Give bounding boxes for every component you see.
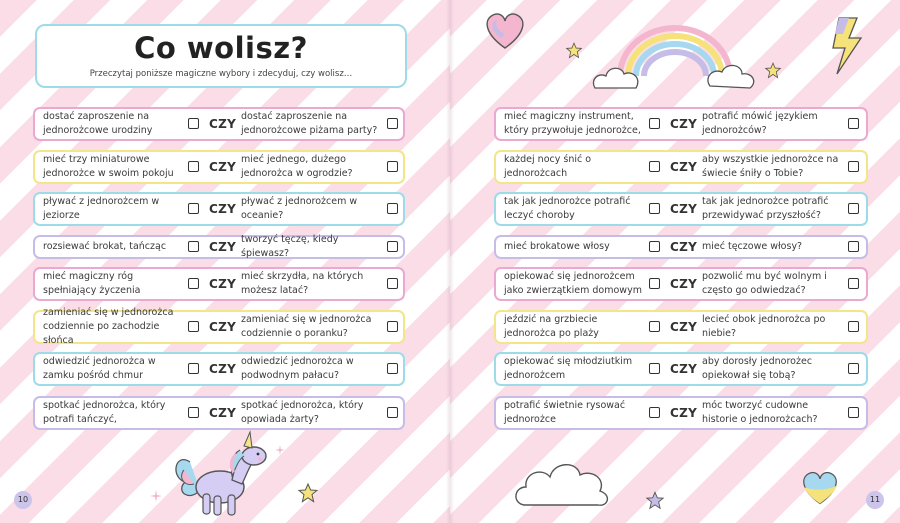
option-b-checkbox[interactable] [848, 278, 859, 289]
choice-row [33, 352, 405, 386]
option-b-text: pływać z jednorożcem w oceanie? [241, 196, 358, 221]
czy-label: CZY [670, 406, 698, 420]
option-a-text: potrafić świetnie rysować jednorożce [504, 400, 626, 425]
page-subtitle: Przeczytaj poniższe magiczne wybory i zdecyduj, czy wolisz… [89, 69, 353, 79]
choice-row [33, 396, 405, 430]
option-a-checkbox[interactable] [188, 321, 199, 332]
option-a-checkbox[interactable] [188, 363, 199, 374]
czy-label: CZY [209, 406, 237, 420]
choice-row [494, 192, 868, 226]
czy-label: CZY [670, 240, 698, 254]
choice-row [494, 352, 868, 386]
option-a-checkbox[interactable] [649, 407, 660, 418]
option-a-text: mieć magiczny róg spełniający życzenia [43, 271, 141, 296]
choice-row [494, 107, 868, 141]
option-b-text: mieć jednego, dużego jednorożca w ogrodzie? [241, 154, 353, 179]
option-a-checkbox[interactable] [649, 118, 660, 129]
option-a-checkbox[interactable] [649, 278, 660, 289]
option-a-text: pływać z jednorożcem w jeziorze [43, 196, 160, 221]
option-a-text: zamieniać się w jednorożca codziennie po zachodzie słońca [43, 307, 174, 346]
right-page [450, 0, 900, 523]
czy-label: CZY [209, 202, 237, 216]
option-a-checkbox[interactable] [649, 363, 660, 374]
star-icon [565, 42, 583, 59]
option-a-checkbox[interactable] [188, 241, 199, 252]
option-a-text: mieć magiczny instrument, który przywołuje jednorożce, [504, 111, 641, 136]
option-a-text: mieć trzy miniaturowe jednorożce w swoim pokoju [43, 154, 174, 179]
choice-row [33, 192, 405, 226]
option-b-checkbox[interactable] [848, 321, 859, 332]
czy-label: CZY [209, 160, 237, 174]
option-a-checkbox[interactable] [188, 118, 199, 129]
choice-row [494, 235, 868, 259]
option-b-text: spotkać jednorożca, który opowiada żarty? [241, 400, 364, 425]
option-b-checkbox[interactable] [387, 407, 398, 418]
choice-row [33, 150, 405, 184]
option-a-checkbox[interactable] [188, 278, 199, 289]
option-b-text: mieć skrzydła, na których możesz latać? [241, 271, 364, 296]
option-b-checkbox[interactable] [387, 241, 398, 252]
option-a-checkbox[interactable] [649, 203, 660, 214]
option-b-checkbox[interactable] [387, 161, 398, 172]
sparkle-icon [275, 445, 285, 455]
option-a-text: opiekować się młodziutkim jednorożcem [504, 356, 633, 381]
czy-label: CZY [209, 320, 237, 334]
option-b-checkbox[interactable] [848, 118, 859, 129]
page-title: Co wolisz? [134, 31, 308, 65]
option-b-text: dostać zaproszenie na jednorożcowe piżama party? [241, 111, 378, 136]
option-a-text: jeździć na grzbiecie jednorożca po plaży [504, 314, 599, 339]
option-b-text: tak jak jednorożce potrafić przewidywać przyszłość? [702, 196, 829, 221]
option-a-checkbox[interactable] [649, 321, 660, 332]
choice-row [494, 267, 868, 301]
page-number: 10 [14, 491, 32, 509]
choice-row [33, 235, 405, 259]
option-b-checkbox[interactable] [387, 118, 398, 129]
choice-row [33, 307, 405, 346]
star-icon [764, 62, 782, 79]
czy-label: CZY [670, 202, 698, 216]
option-b-checkbox[interactable] [387, 278, 398, 289]
option-b-checkbox[interactable] [848, 203, 859, 214]
star-icon [645, 491, 665, 510]
option-b-text: aby dorosły jednorożec opiekował się tobą? [702, 356, 813, 381]
czy-label: CZY [670, 117, 698, 131]
heart-icon [800, 470, 840, 506]
czy-label: CZY [670, 362, 698, 376]
page-number: 11 [866, 491, 884, 509]
cloud-icon [512, 455, 612, 510]
option-a-text: każdej nocy śnić o jednorożcach [504, 154, 592, 179]
option-b-text: odwiedzić jednorożca w podwodnym pałacu? [241, 356, 354, 381]
choice-row [33, 107, 405, 141]
option-a-text: rozsiewać brokat, tańcząc [43, 241, 167, 252]
option-a-text: opiekować się jednorożcem jako zwierzątkiem domowym [504, 271, 642, 296]
unicorn-illustration [170, 432, 290, 522]
sparkle-icon [150, 490, 162, 502]
option-b-checkbox[interactable] [848, 407, 859, 418]
rainbow-illustration [590, 14, 760, 92]
option-a-text: dostać zaproszenie na jednorożcowe urodziny [43, 111, 153, 136]
option-b-text: tworzyć tęczę, kiedy śpiewasz? [241, 234, 339, 259]
choice-row [494, 396, 868, 430]
heart-icon [483, 12, 527, 50]
option-b-text: zamieniać się w jednorożca codziennie o poranku? [241, 314, 372, 339]
title-box [35, 24, 407, 88]
czy-label: CZY [670, 277, 698, 291]
star-icon [297, 483, 319, 503]
option-a-text: spotkać jednorożca, który potrafi tańczyć, [43, 400, 166, 425]
choice-row [494, 150, 868, 184]
book-gutter [446, 0, 454, 523]
option-a-checkbox[interactable] [188, 203, 199, 214]
option-a-checkbox[interactable] [188, 407, 199, 418]
lightning-icon [831, 16, 865, 76]
option-b-checkbox[interactable] [387, 321, 398, 332]
option-b-checkbox[interactable] [848, 363, 859, 374]
option-a-text: odwiedzić jednorożca w zamku pośród chmur [43, 356, 156, 381]
czy-label: CZY [670, 320, 698, 334]
option-b-text: pozwolić mu być wolnym i często go odwiedzać? [702, 271, 827, 296]
option-a-text: tak jak jednorożce potrafić leczyć choroby [504, 196, 631, 221]
option-b-text: mieć tęczowe włosy? [702, 241, 803, 252]
option-b-checkbox[interactable] [848, 161, 859, 172]
czy-label: CZY [209, 117, 237, 131]
option-b-checkbox[interactable] [387, 203, 398, 214]
option-b-text: aby wszystkie jednorożce na świecie śniły o Tobie? [702, 154, 839, 179]
option-a-checkbox[interactable] [649, 241, 660, 252]
option-a-checkbox[interactable] [188, 161, 199, 172]
czy-label: CZY [209, 240, 237, 254]
choice-row [33, 267, 405, 301]
option-a-text: mieć brokatowe włosy [504, 241, 610, 252]
option-b-text: potrafić mówić językiem jednorożców? [702, 111, 818, 136]
option-b-text: móc tworzyć cudowne historie o jednorożcach? [702, 400, 818, 425]
option-b-checkbox[interactable] [848, 241, 859, 252]
choice-row [494, 310, 868, 344]
option-b-checkbox[interactable] [387, 363, 398, 374]
option-a-checkbox[interactable] [649, 161, 660, 172]
czy-label: CZY [209, 277, 237, 291]
czy-label: CZY [670, 160, 698, 174]
option-b-text: lecieć obok jednorożca po niebie? [702, 314, 826, 339]
czy-label: CZY [209, 362, 237, 376]
